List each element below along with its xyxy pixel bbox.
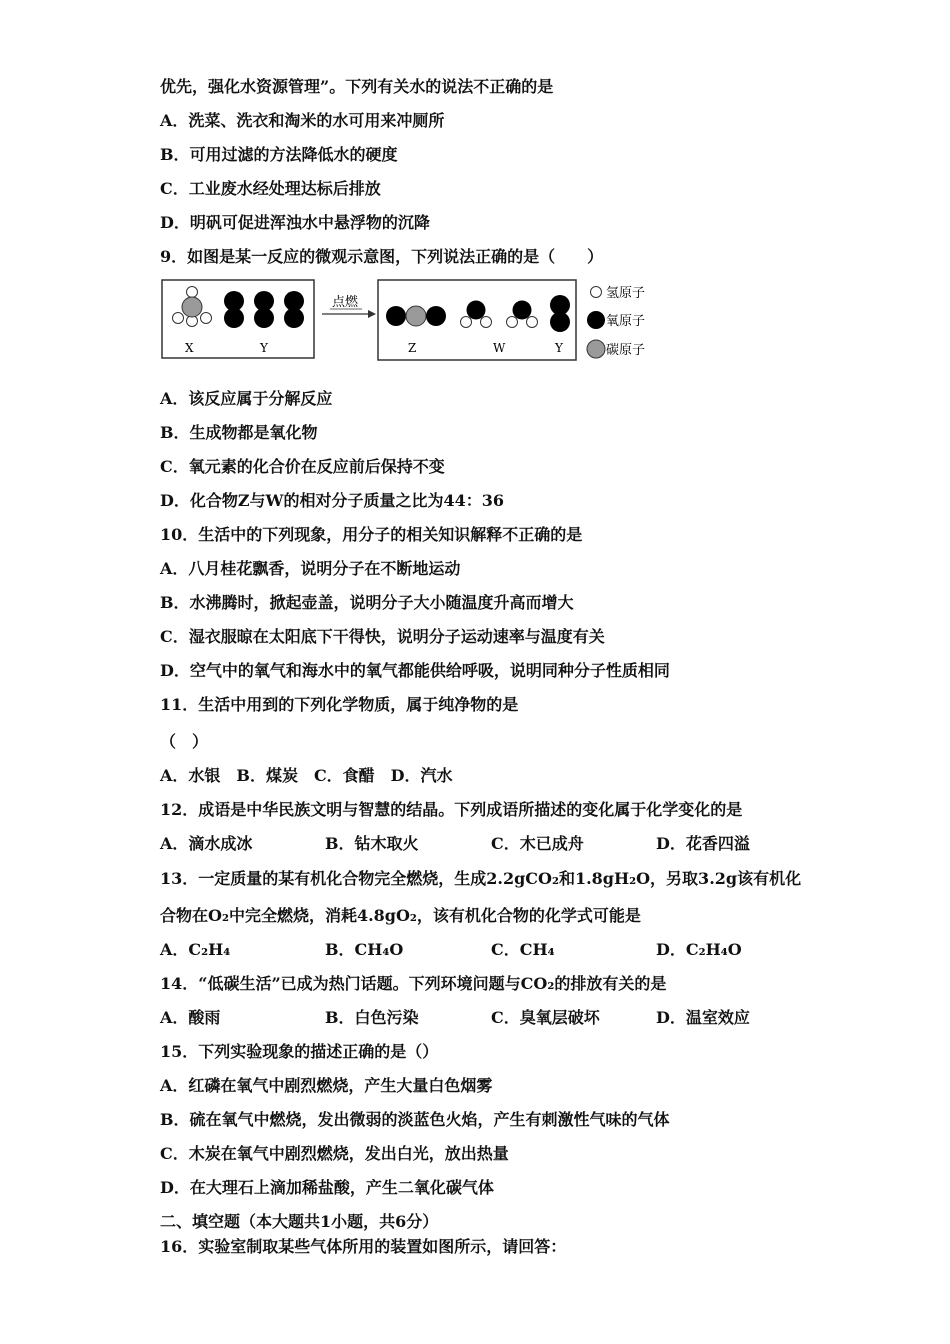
q13-option-a: A．C₂H₄: [160, 940, 231, 959]
oxygen-atom: [550, 312, 570, 332]
q14-option-c: C．臭氧层破坏: [491, 1008, 600, 1027]
q12-option-c: C．木已成舟: [491, 834, 584, 853]
arrow-head: [368, 310, 376, 318]
carbon-atom: [182, 297, 202, 317]
q14-option-b: B．白色污染: [325, 1008, 419, 1027]
q10-stem: 10．生活中的下列现象，用分子的相关知识解释不正确的是: [160, 525, 583, 544]
q13-option-d: D．C₂H₄O: [656, 940, 742, 959]
q9-option-b: B．生成物都是氧化物: [160, 423, 318, 442]
q9-option-a: A．该反应属于分解反应: [160, 389, 333, 408]
q9-option-d: D．化合物Z与W的相对分子质量之比为44：36: [160, 491, 505, 510]
q15-option-b: B．硫在氧气中燃烧，发出微弱的淡蓝色火焰，产生有刺激性气味的气体: [160, 1110, 670, 1129]
q13-stem-2: 合物在O₂中完全燃烧，消耗4.8gO₂，该有机化合物的化学式可能是: [160, 906, 641, 925]
label-w: W: [493, 341, 506, 355]
hydrogen-atom: [201, 313, 212, 324]
q8-option-c: C．工业废水经处理达标后排放: [160, 179, 381, 198]
section-heading: 二、填空题（本大题共1小题，共6分）: [160, 1212, 439, 1231]
carbon-atom: [406, 306, 426, 326]
legend-hydrogen-icon: [591, 287, 602, 298]
oxygen-atom: [386, 306, 406, 326]
q12-option-b: B．钻木取火: [325, 834, 419, 853]
q8-option-a: A．洗菜、洗衣和淘米的水可用来冲厕所: [160, 111, 445, 130]
q15-option-d: D．在大理石上滴加稀盐酸，产生二氧化碳气体: [160, 1178, 494, 1197]
q9-option-c: C．氧元素的化合价在反应前后保持不变: [160, 457, 445, 476]
q13-stem-1: 13．一定质量的某有机化合物完全燃烧，生成2.2gCO₂和1.8gH₂O，另取3.2g该有机化: [160, 869, 802, 888]
q14-stem: 14．“低碳生活”已成为热门话题。下列环境问题与CO₂的排放有关的是: [160, 974, 667, 993]
q13-option-b: B．CH₄O: [325, 940, 404, 959]
q10-option-b: B．水沸腾时，掀起壶盖，说明分子大小随温度升高而增大: [160, 593, 574, 612]
q11-bracket: （ ）: [160, 732, 209, 751]
q13-option-c: C．CH₄: [491, 940, 555, 959]
hydrogen-atom: [527, 317, 538, 328]
q10-option-c: C．湿衣服晾在太阳底下干得快，说明分子运动速率与温度有关: [160, 627, 605, 646]
legend-hydrogen-label: 氢原子: [606, 286, 646, 301]
q9-stem: 9．如图是某一反应的微观示意图，下列说法正确的是（ ）: [160, 247, 604, 266]
q10-option-a: A．八月桂花飘香，说明分子在不断地运动: [160, 559, 461, 578]
hydrogen-atom: [173, 313, 184, 324]
oxygen-atom: [426, 306, 446, 326]
q8-option-d: D．明矾可促进浑浊水中悬浮物的沉降: [160, 213, 430, 232]
q8-stem-tail: 优先，强化水资源管理”。下列有关水的说法不正确的是: [160, 77, 554, 96]
legend-oxygen-label: 氧原子: [606, 314, 646, 329]
q11-options: A．水银 B．煤炭 C．食醋 D．汽水: [160, 766, 453, 785]
label-y-product: Y: [555, 341, 563, 355]
q15-option-c: C．木炭在氧气中剧烈燃烧，发出白光，放出热量: [160, 1144, 509, 1163]
hydrogen-atom: [461, 317, 472, 328]
hydrogen-atom: [481, 317, 492, 328]
reaction-diagram-svg: [160, 276, 670, 368]
label-x: X: [185, 341, 194, 355]
oxygen-atom: [513, 301, 532, 320]
hydrogen-atom: [187, 287, 198, 298]
q12-option-d: D．花香四溢: [656, 834, 750, 853]
legend-carbon-icon: [587, 340, 605, 358]
oxygen-atom: [224, 308, 244, 328]
hydrogen-atom: [507, 317, 518, 328]
q16-stem: 16．实验室制取某些气体所用的装置如图所示，请回答：: [160, 1237, 567, 1256]
legend-carbon-label: 碳原子: [606, 343, 646, 358]
q10-option-d: D．空气中的氧气和海水中的氧气都能供给呼吸，说明同种分子性质相同: [160, 661, 670, 680]
oxygen-atom: [254, 308, 274, 328]
q8-option-b: B．可用过滤的方法降低水的硬度: [160, 145, 398, 164]
oxygen-atom: [284, 308, 304, 328]
reaction-diagram: [160, 276, 670, 368]
oxygen-atom: [467, 301, 486, 320]
q12-option-a: A．滴水成冰: [160, 834, 253, 853]
q11-stem: 11．生活中用到的下列化学物质，属于纯净物的是: [160, 695, 519, 714]
legend-oxygen-icon: [587, 311, 605, 329]
label-y-reactant: Y: [260, 341, 268, 355]
q14-option-a: A．酸雨: [160, 1008, 221, 1027]
q14-option-d: D．温室效应: [656, 1008, 750, 1027]
q15-stem: 15．下列实验现象的描述正确的是（）: [160, 1042, 439, 1061]
q15-option-a: A．红磷在氧气中剧烈燃烧，产生大量白色烟雾: [160, 1076, 493, 1095]
condition-label: 点燃: [332, 295, 359, 310]
q12-stem: 12．成语是中华民族文明与智慧的结晶。下列成语所描述的变化属于化学变化的是: [160, 800, 743, 819]
label-z: Z: [408, 341, 417, 355]
